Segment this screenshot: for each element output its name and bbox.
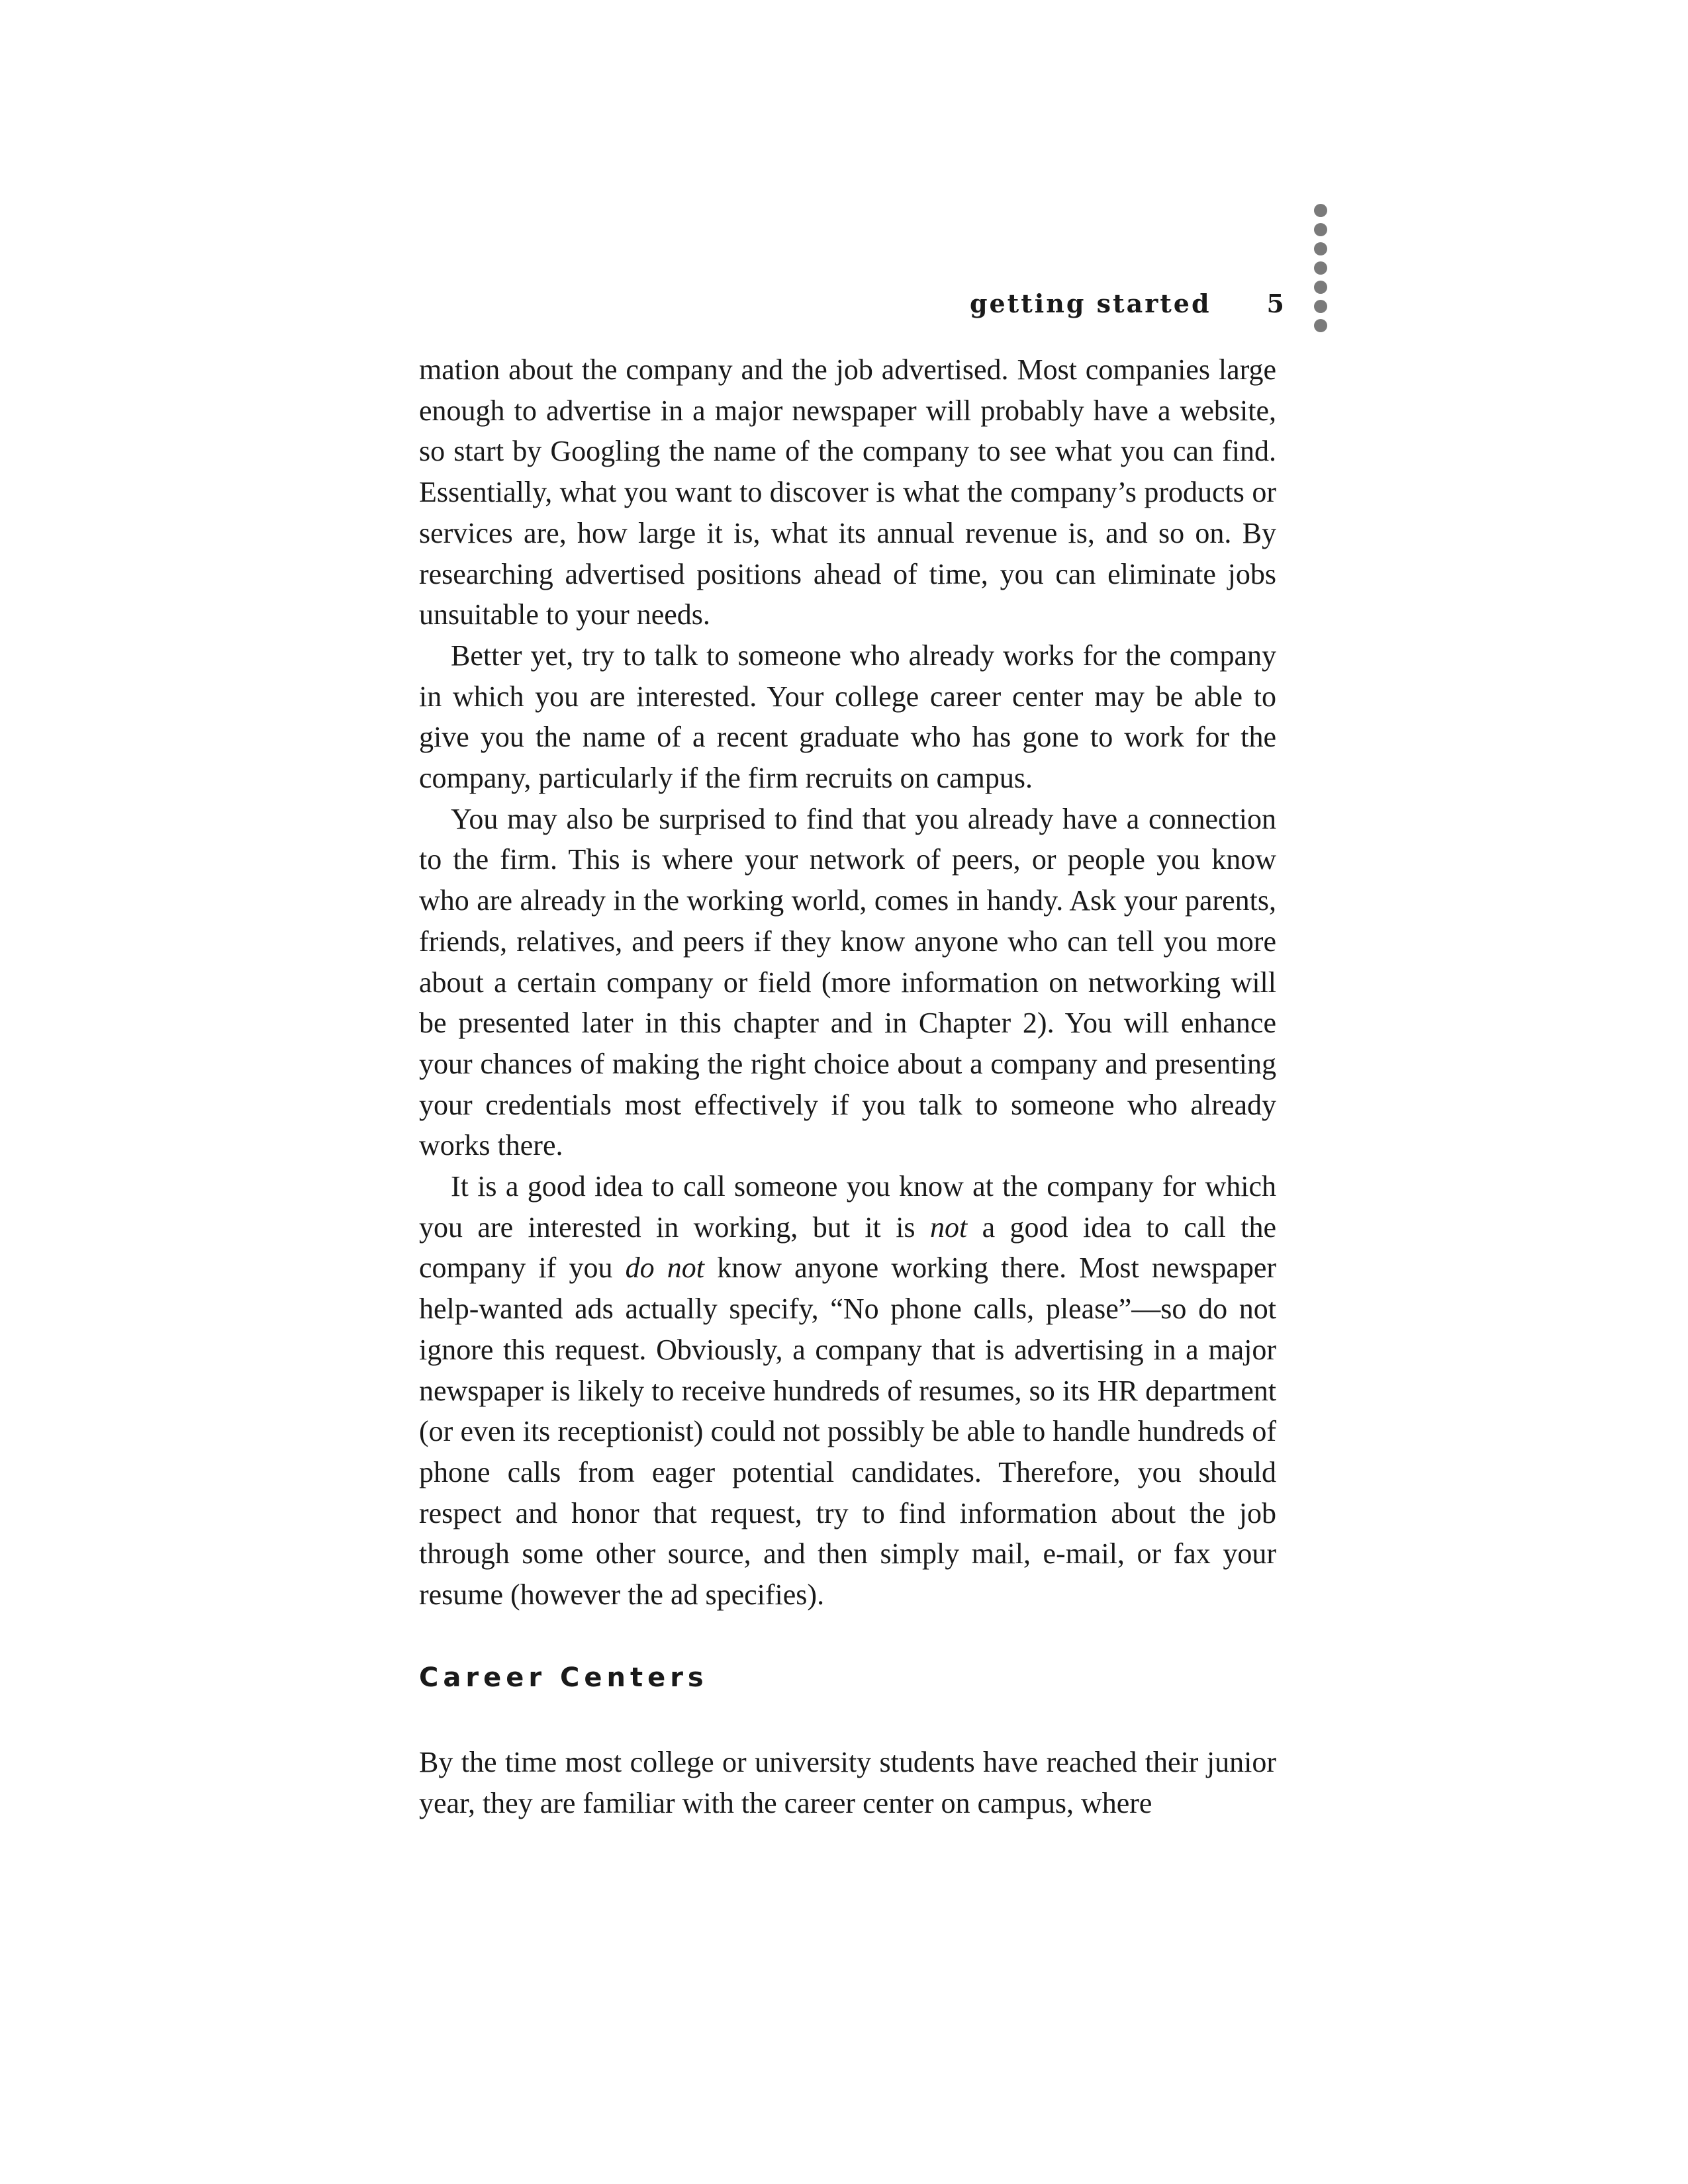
page-number: 5 xyxy=(1266,289,1284,318)
ornament-dot xyxy=(1314,300,1327,313)
ornament-dot xyxy=(1314,223,1327,236)
body-text xyxy=(419,349,1276,1615)
ornament-dot xyxy=(1314,281,1327,294)
paragraph-1: mation about the company and the job advertised. Most companies large enough to advertise in a major newspaper will probably have a website, so start by Googling the name of the company to see what you can find. Essentially, what you want to discover is what the company’s products or services are, how large it is, what its annual revenue is, and so on. By researching advertised positions ahead of time, you can eliminate jobs unsuitable to your needs. xyxy=(419,353,1276,631)
margin-dot-ornament xyxy=(1314,204,1329,338)
ornament-dot xyxy=(1314,319,1327,332)
paragraph-4-part-1: It is a good idea to call someone you know at the company for which you are interested in working, but it is xyxy=(419,1170,1276,1244)
paragraph-4-part-2: a good idea to call the company if you xyxy=(419,1210,1276,1285)
paragraph-3: You may also be surprised to find that you already have a connection to the firm. This is where your network of peers, or people you know who are already in the working world, comes in handy. Ask your parents, friends, relatives, and peers if they know anyone who can tell you more about a certain company or field (more information on networking will be presented later in this chapter and in Chapter 2). You will enhance your chances of making the right choice about a company and presenting your credentials most effectively if you talk to someone who already works there. xyxy=(419,802,1276,1162)
ornament-dot xyxy=(1314,204,1327,217)
paragraph-4 xyxy=(419,1166,1276,1615)
running-head xyxy=(861,289,1284,318)
ornament-dot xyxy=(1314,242,1327,255)
running-title: getting started xyxy=(969,289,1211,318)
ornament-dot xyxy=(1314,261,1327,275)
emphasis-do-not: do not xyxy=(625,1251,705,1285)
paragraph-2: Better yet, try to talk to someone who already works for the company in which you are interested. Your college career center may be able to give you the name of a recent graduate who has gone to work for the company, particularly if the firm recruits on campus. xyxy=(419,639,1276,795)
emphasis-not: not xyxy=(929,1210,968,1244)
section-body-text xyxy=(419,1742,1276,1823)
section-heading: Career Centers xyxy=(419,1662,708,1693)
paragraph-5: By the time most college or university students have reached their junior year, they are familiar with the career center on campus, where xyxy=(419,1746,1276,1819)
paragraph-4-part-3: know anyone working there. Most newspaper help-wanted ads actually specify, “No phone calls, please”—so do not ignore this request. Obviously, a company that is advertising in a major newspaper is likely to receive hundreds of resumes, so its HR department (or even its receptionist) could not possibly be able to handle hundreds of phone calls from eager potential candidates. Therefore, you should respect and honor that request, try to find information about the job through some other source, and then simply mail, e-mail, or fax your resume (however the ad specifies). xyxy=(419,1251,1276,1612)
